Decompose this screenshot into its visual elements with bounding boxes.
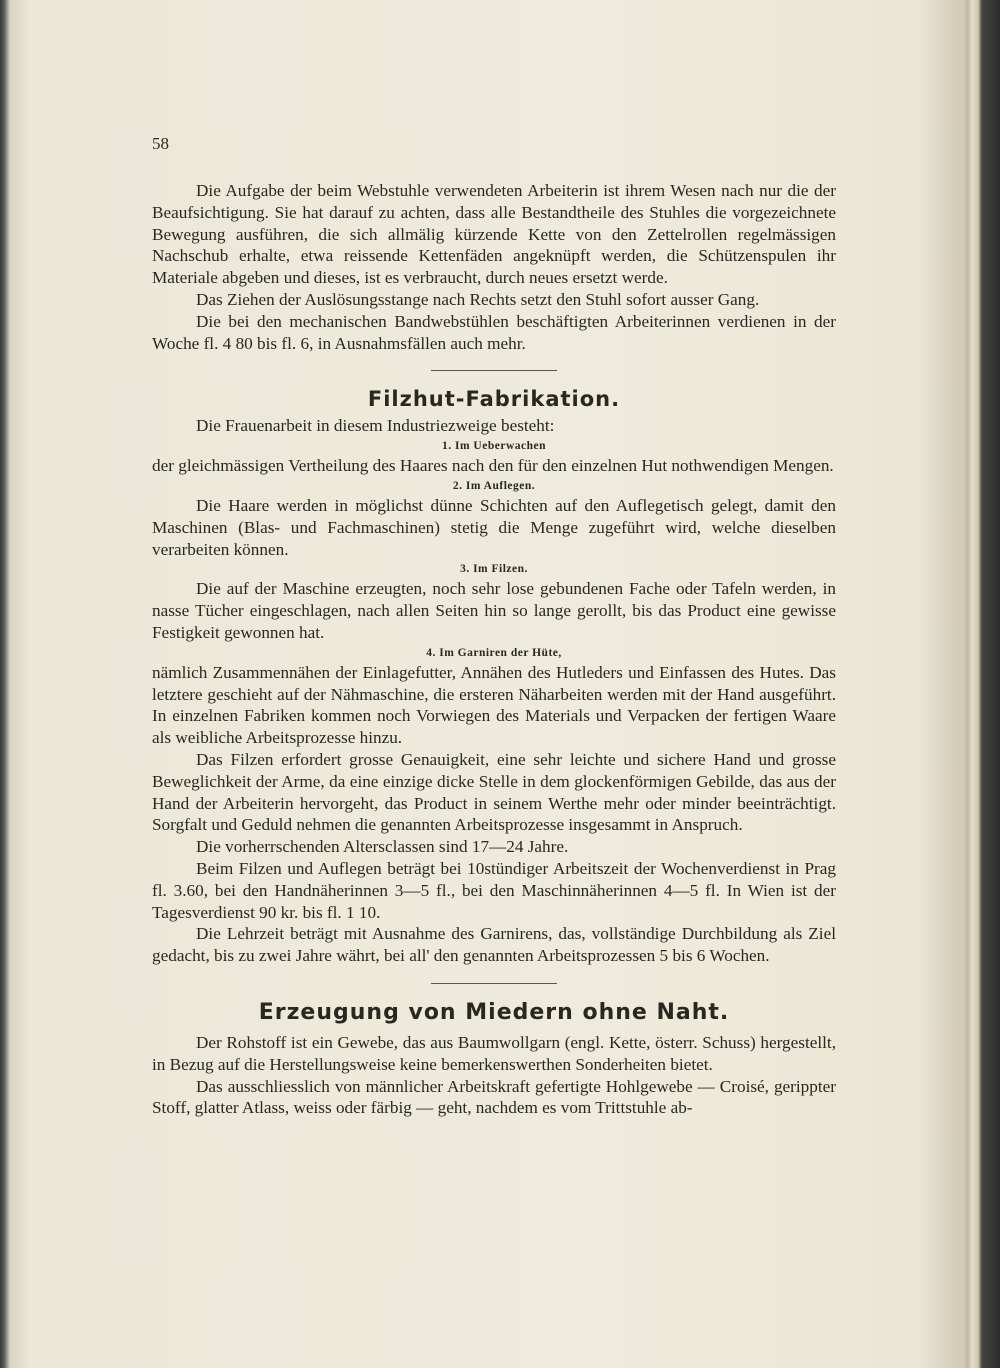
paragraph: Die Lehrzeit beträgt mit Ausnahme des Garnirens, das, vollständige Durchbildung als Ziel gedacht, bis zu zwei Jahre währt, bei all' den genannten Arbeitsprozessen 5 bis 6 Wochen. (152, 924, 836, 966)
subheading: 4. Im Garniren der Hüte, (426, 646, 562, 659)
paragraph: Die Frauenarbeit in diesem Industriezweige besteht: (196, 416, 555, 436)
paragraph: Die bei den mechanischen Bandwebstühlen beschäftigten Arbeiterinnen verdienen in der Woche fl. 4 80 bis fl. 6, in Ausnahmsfällen auch mehr. (152, 311, 836, 353)
section-divider (431, 370, 557, 371)
page-body (152, 180, 836, 1119)
paragraph: Die auf der Maschine erzeugten, noch sehr lose gebundenen Fache oder Tafeln werden, in nasse Tücher eingeschlagen, nach allen Seiten hin so lange gerollt, bis das Product eine gewisse Festigkeit gewonnen hat. (152, 579, 836, 642)
paragraph: Das Ziehen der Auslösungsstange nach Rechts setzt den Stuhl sofort ausser Gang. (196, 289, 760, 309)
paragraph: nämlich Zusammennähen der Einlagefutter, Annähen des Hutleders und Einfassen des Hutes. Das letztere geschieht auf der Nähmaschine, die ersteren Näharbeiten werden mit der Hand ausgeführt. In einzelnen Fabriken kommen noch Vorwiegen des Materials und Verpacken der fertigen Waare als weibliche Arbeitsprozesse hinzu. (152, 662, 836, 748)
paragraph: Der Rohstoff ist ein Gewebe, das aus Baumwollgarn (engl. Kette, österr. Schuss) hergestellt, in Bezug auf die Herstellungsweise keine bemerkenswerthen Sonderheiten bietet. (152, 1032, 836, 1074)
subheading: 1. Im Ueberwachen (442, 440, 546, 453)
section-title-filzhut: Filzhut-Fabrikation. (367, 387, 621, 412)
section-divider (431, 983, 557, 984)
section-title-mieder: Erzeugung von Miedern ohne Naht. (258, 999, 730, 1025)
paragraph: Beim Filzen und Auflegen beträgt bei 10stündiger Arbeitszeit der Wochenverdienst in Prag fl. 3.60, bei den Handnäherinnen 3—5 fl., bei den Maschinnäherinnen 4—5 fl. In Wien ist der Tagesverdienst 90 kr. bis fl. 1 10. (152, 858, 836, 922)
paragraph: Die Aufgabe der beim Webstuhle verwendeten Arbeiterin ist ihrem Wesen nach nur die der Beaufsichtigung. Sie hat darauf zu achten, dass alle Bestandtheile des Stuhles die vorgezeichnete Bewegung ausführen, die sich allmälig kürzende Kette von den Zettelrollen regelmässigen Nachschub erhalte, etwa reissende Kettenfäden angeknüpft werden, die Schützenspulen ihr Materiale abgeben und dieses, ist es verbraucht, durch neues ersetzt werde. (152, 181, 836, 288)
page-edge (962, 0, 1000, 1368)
paragraph: Das Filzen erfordert grosse Genauigkeit, eine sehr leichte und sichere Hand und grosse Beweglichkeit der Arme, da eine einzige dicke Stelle in dem glockenförmigen Gebilde, das aus der Hand der Arbeiterin hervorgeht, das Product in seinem Werthe mehr oder minder beeinträchtigt. Sorgfalt und Geduld nehmen die genannten Arbeitsprozesse insgesammt in Anspruch. (152, 749, 836, 835)
paragraph: der gleichmässigen Vertheilung des Haares nach den für den einzelnen Hut nothwendigen Mengen. (152, 456, 834, 476)
paragraph: Die vorherrschenden Altersclassen sind 17—24 Jahre. (196, 837, 569, 857)
paragraph: Das ausschliesslich von männlicher Arbeitskraft gefertigte Hohlgewebe — Croisé, gerippter Stoff, glatter Atlass, weiss oder färbig — geht, nachdem es vom Trittstuhle ab- (152, 1076, 836, 1118)
subheading: 3. Im Filzen. (460, 563, 528, 576)
page-number: 58 (152, 134, 169, 153)
paragraph: Die Haare werden in möglichst dünne Schichten auf den Auflegetisch gelegt, damit den Maschinen (Blas- und Fachmaschinen) stetig die Menge zugeführt wird, welche dieselben verarbeiten können. (152, 495, 836, 559)
subheading: 2. Im Auflegen. (452, 479, 536, 492)
